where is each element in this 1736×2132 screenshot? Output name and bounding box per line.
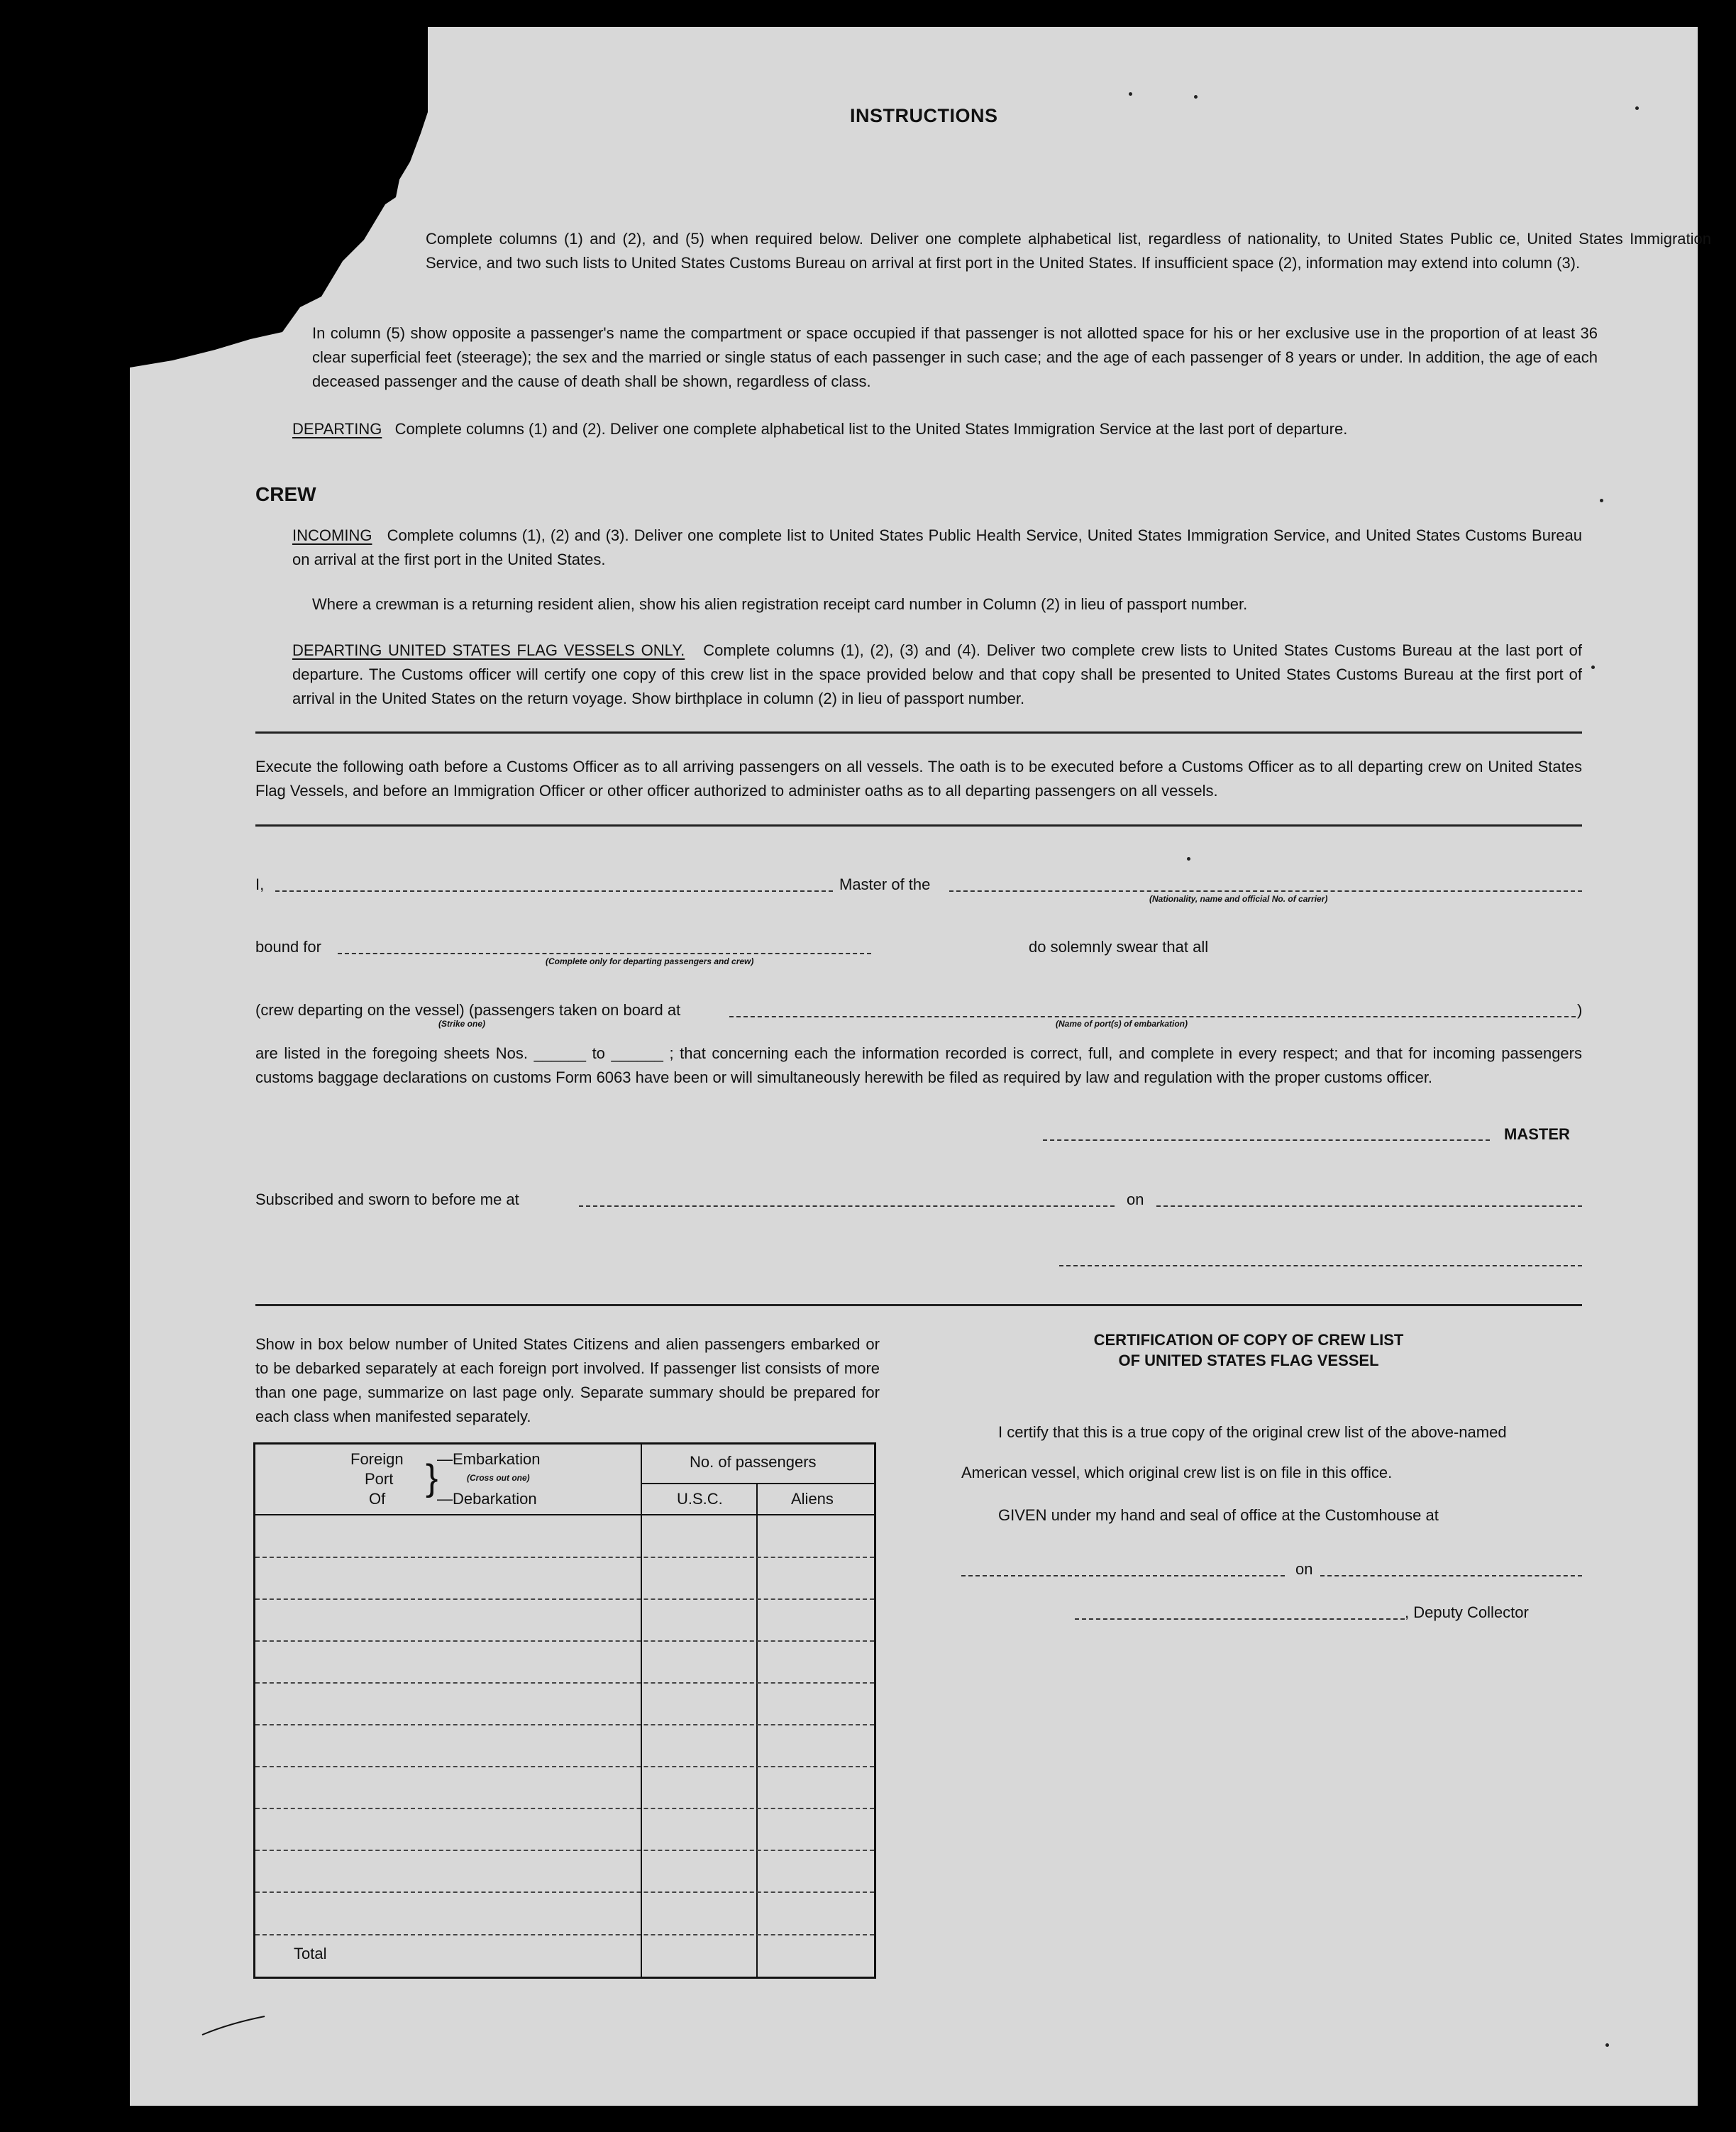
crew-departing-label-line: (crew departing on the vessel) (passengers taken on board at	[255, 1001, 681, 1019]
swear-label: do solemnly swear that all	[1029, 938, 1209, 956]
crew-returning-resident: Where a crewman is a returning resident alien, show his alien registration receipt card number in Column (2) in lieu of passport number.	[312, 595, 1248, 613]
of-label: Of	[369, 1490, 386, 1508]
speck	[1129, 92, 1132, 96]
given-line: GIVEN under my hand and seal of office at the Customhouse at	[998, 1506, 1439, 1524]
debarkation-label: —Debarkation	[437, 1490, 537, 1508]
speck	[1635, 106, 1639, 110]
no-passengers-header: No. of passengers	[690, 1453, 817, 1471]
nationality-note: (Nationality, name and official No. of carrier)	[1149, 894, 1328, 904]
bound-for-label: bound for	[255, 938, 321, 956]
oath-i-label: I,	[255, 876, 265, 893]
crew-heading: CREW	[255, 483, 316, 505]
speck	[1605, 2043, 1609, 2047]
departing-passengers-row	[292, 417, 1347, 441]
usc-header: U.S.C.	[677, 1490, 723, 1508]
speck	[1600, 499, 1603, 502]
listed-statement: are listed in the foregoing sheets Nos. ______ to ______ ; that concerning each the information recorded is correct, full, and complete in every respect; and that for incoming passengers customs baggage declarations on customs Form 6063 have been or will simultaneously herewith be filed as required by law and regulation with the proper customs officer.	[255, 1044, 1582, 1086]
departing-label: DEPARTING	[292, 420, 382, 438]
sworn-date-field[interactable]	[1156, 1205, 1582, 1207]
torn-corner-icon	[130, 27, 428, 368]
deputy-collector-label: , Deputy Collector	[1405, 1603, 1529, 1621]
officer-signature-field[interactable]	[1059, 1265, 1582, 1266]
customhouse-field[interactable]	[961, 1575, 1285, 1576]
master-label: MASTER	[1504, 1125, 1570, 1143]
crew-departing-text: Complete columns (1), (2), (3) and (4). Deliver two complete crew lists to United States Customs Bureau at the last port of departure. The Customs officer will certify one copy of this crew list in the space provided below and that copy shall be presented to United States Customs Bureau at the first port of arrival in the United States on the return voyage. Show birthplace in column (2) in lieu of passport number.	[292, 641, 1582, 707]
bound-for-field[interactable]	[338, 953, 871, 954]
strike-one-note: (Strike one)	[438, 1019, 486, 1029]
speck	[1591, 665, 1595, 669]
pencil-mark-icon	[201, 2014, 272, 2042]
oath-intro: Execute the following oath before a Customs Officer as to all arriving passengers on all vessels. The oath is to be executed before a Customs Officer as to all departing crew on United States Flag Vessels, and before an Immigration Officer or other officer authorized to administer oaths as to all departing passengers on all vessels.	[255, 758, 1582, 800]
embarkation-label: —Embarkation	[437, 1450, 541, 1468]
port-label: Port	[365, 1470, 394, 1488]
crew-incoming-text: Complete columns (1), (2) and (3). Deliver one complete list to United States Public Health Service, United States Immigration Service, and United States Customs Bureau on arrival at the first port in the United States.	[292, 526, 1582, 568]
subscribed-label: Subscribed and sworn to before me at	[255, 1191, 519, 1208]
brace-icon: }	[426, 1457, 438, 1498]
divider	[255, 731, 1582, 734]
master-signature-field[interactable]	[1043, 1139, 1490, 1141]
on-label: on	[1127, 1191, 1144, 1208]
port-embarkation-field[interactable]	[729, 1016, 1576, 1017]
close-paren: )	[1577, 1001, 1583, 1019]
foreign-label: Foreign	[350, 1450, 404, 1468]
deputy-signature-field[interactable]	[1075, 1618, 1405, 1620]
summary-note: Show in box below number of United States Citizens and alien passengers embarked or to be debarked separately at each foreign port involved. If passenger list consists of more than one page, summarize on last page only. Separate summary should be prepared for each class when manifested separately.	[255, 1335, 880, 1425]
cert-on-label: on	[1295, 1560, 1313, 1578]
master-name-field[interactable]	[275, 890, 833, 892]
master-of-label: Master of the	[839, 876, 931, 893]
departing-text: Complete columns (1) and (2). Deliver one complete alphabetical list to the United States Immigration Service at the last port of departure.	[394, 420, 1348, 438]
crew-incoming-row	[292, 524, 1582, 572]
document-page	[130, 27, 1711, 2106]
certification-title-line2: OF UNITED STATES FLAG VESSEL	[1118, 1352, 1379, 1369]
column5-instructions: In column (5) show opposite a passenger's name the compartment or space occupied if that passenger is not allotted space for his or her exclusive use in the proportion of at least 36 clear superficial feet (steerage); the sex and the married or single status of each passenger in such case; and the age of each passenger of 8 years or under. In addition, the age of each deceased passenger and the cause of death shall be shown, regardless of class.	[312, 324, 1598, 390]
speck	[1187, 857, 1190, 861]
passenger-summary-table	[253, 1442, 876, 1979]
sworn-place-field[interactable]	[579, 1205, 1115, 1207]
incoming-passengers-instructions: Complete columns (1) and (2), and (5) when required below. Deliver one complete alphabetical list, regardless of nationality, to United States Public ce, United States Immigration Service, and two such lists to United States Customs Bureau on arrival at first port in the United States. If insufficient space (2), information may extend into column (3).	[426, 230, 1711, 272]
aliens-header: Aliens	[791, 1490, 834, 1508]
instructions-title: INSTRUCTIONS	[850, 105, 998, 126]
total-label: Total	[294, 1945, 327, 1962]
certification-title-line1: CERTIFICATION OF COPY OF CREW LIST	[1093, 1331, 1404, 1349]
speck	[1194, 95, 1198, 99]
crew-incoming-label: INCOMING	[292, 526, 372, 544]
divider	[255, 824, 1582, 827]
certify-line2: American vessel, which original crew list is on file in this office.	[961, 1464, 1393, 1481]
cert-date-field[interactable]	[1320, 1575, 1582, 1576]
crew-departing-label: DEPARTING UNITED STATES FLAG VESSELS ONLY.	[292, 641, 685, 659]
port-note: (Name of port(s) of embarkation)	[1056, 1019, 1188, 1029]
divider	[255, 1304, 1582, 1306]
carrier-field[interactable]	[949, 890, 1582, 892]
bound-note: (Complete only for departing passengers and crew)	[546, 956, 754, 966]
crew-departing-row	[292, 639, 1582, 711]
cross-out-note: (Cross out one)	[467, 1473, 530, 1483]
certify-line1: I certify that this is a true copy of the original crew list of the above-named	[998, 1423, 1507, 1441]
